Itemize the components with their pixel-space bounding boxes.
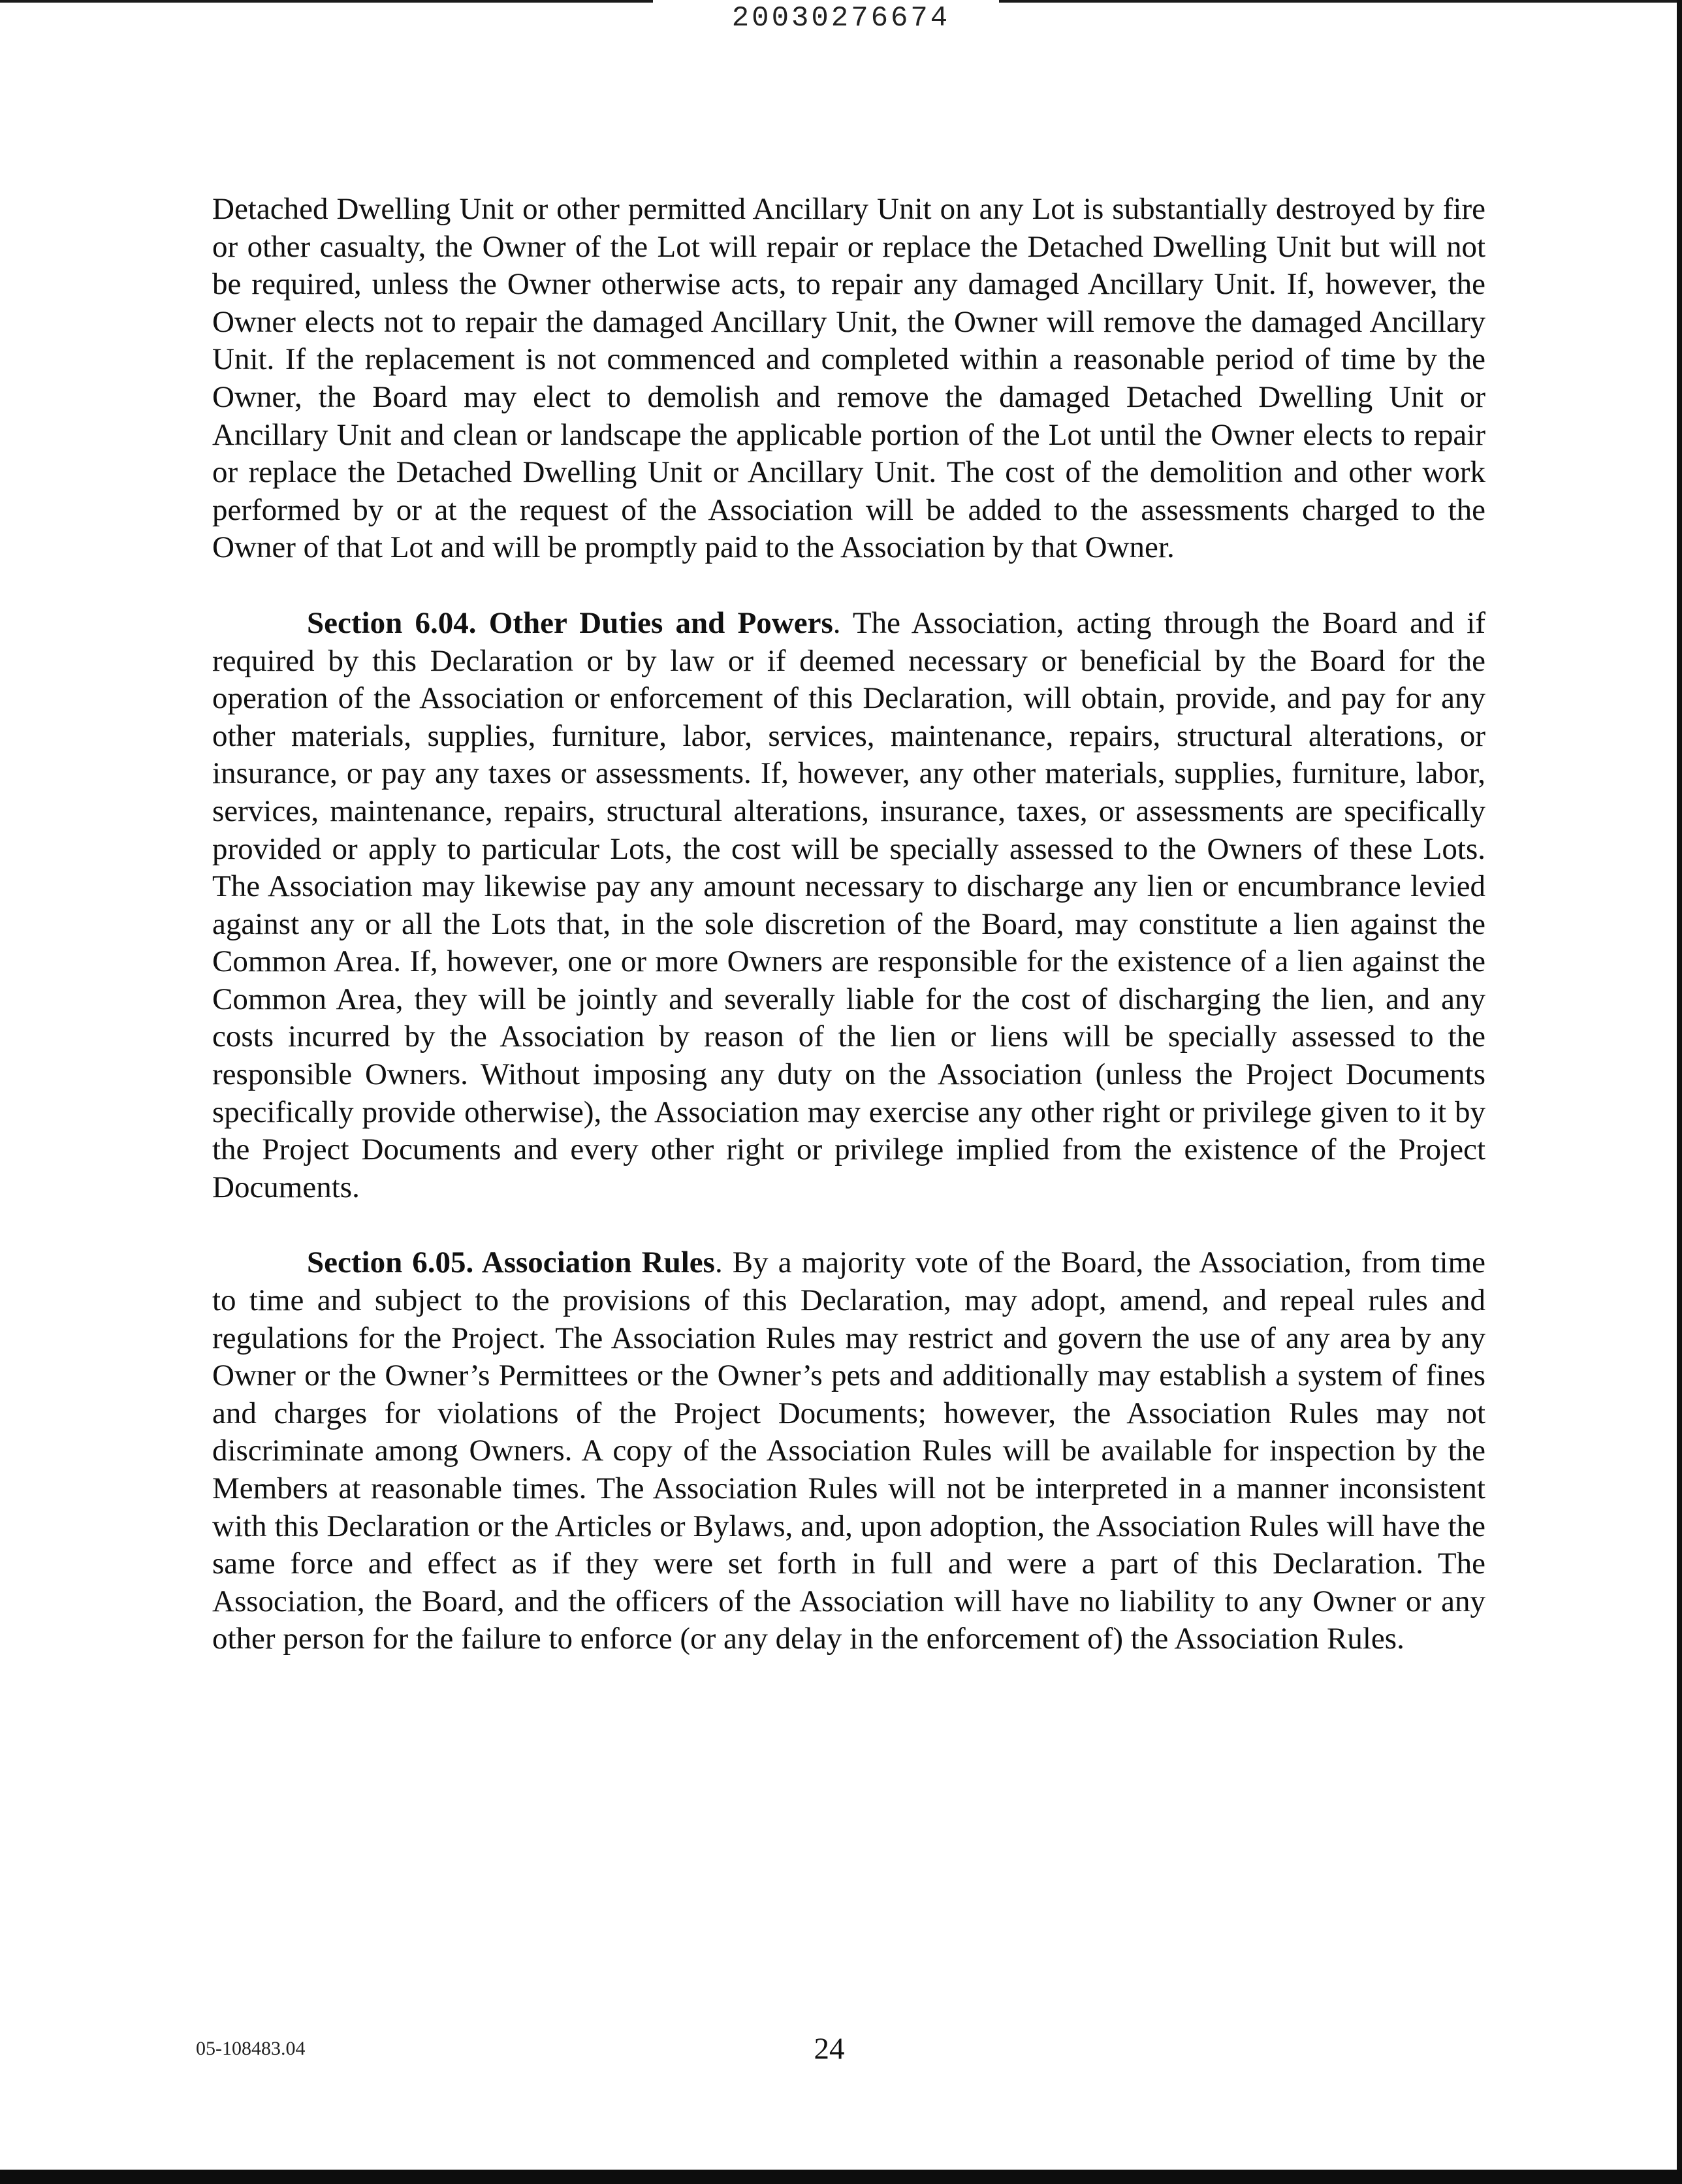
document-number: 20030276674 <box>731 2 951 35</box>
scan-border-bottom <box>0 2170 1682 2184</box>
paragraph-text: . By a majority vote of the Board, the Association, from time to time and subject to the provisions of this Declaration, may adopt, amend, and repeal rules and regulations for the Project. The Association Rules may restrict and govern the use of any area by any Owner or the Owner’s Permittees or the Owner’s pets and additionally may establish a system of fines and charges for violations of the Project Documents; however, the Association Rules may not discriminate among Owners. A copy of the Association Rules will be available for inspection by the Members at reasonable times. The Association Rules will not be interpreted in a manner inconsistent with this Declaration or the Articles or Bylaws, and, upon adoption, the Association Rules will have the same force and effect as if they were set forth in full and were a part of this Declaration. The Association, the Board, and the officers of the Association will have no liability to any Owner or any other person for the failure to enforce (or any delay in the enforcement of) the Association Rules. <box>212 1245 1485 1656</box>
section-heading: Section 6.05. Association Rules <box>307 1245 715 1280</box>
footer-doc-code: 05-108483.04 <box>196 2038 306 2059</box>
section-6-04-paragraph <box>212 605 1485 1207</box>
scan-border-right <box>1677 0 1682 2184</box>
paragraph-text: Detached Dwelling Unit or other permitted Ancillary Unit on any Lot is substantially destroyed by fire or other casualty, the Owner of the Lot will repair or replace the Detached Dwelling Unit but will not be required, unless the Owner otherwise acts, to repair any damaged Ancillary Unit. If, however, the Owner elects not to repair the damaged Ancillary Unit, the Owner will remove the damaged Ancillary Unit. If the replacement is not commenced and completed within a reasonable period of time by the Owner, the Board may elect to demolish and remove the damaged Detached Dwelling Unit or Ancillary Unit and clean or landscape the applicable portion of the Lot until the Owner elects to repair or replace the Detached Dwelling Unit or Ancillary Unit. The cost of the demolition and other work performed by or at the request of the Association will be added to the assessments charged to the Owner of that Lot and will be promptly paid to the Association by that Owner. <box>212 192 1485 565</box>
paragraph-text: . The Association, acting through the Board and if required by this Declaration or by law or if deemed necessary or beneficial by the Board for the operation of the Association or enforcement of this Declaration, will obtain, provide, and pay for any other materials, supplies, furniture, labor, services, maintenance, repairs, structural alterations, or insurance, or pay any taxes or assessments. If, however, any other materials, supplies, furniture, labor, services, maintenance, repairs, structural alterations, insurance, taxes, or assessments are specifically provided or apply to particular Lots, the cost will be specially assessed to the Owners of these Lots. The Association may likewise pay any amount necessary to discharge any lien or encumbrance levied against any or all the Lots that, in the sole discretion of the Board, may constitute a lien against the Common Area. If, however, one or more Owners are responsible for the existence of a lien against the Common Area, they will be jointly and severally liable for the cost of discharging the lien, and any costs incurred by the Association by reason of the lien or liens will be specially assessed to the responsible Owners. Without imposing any duty on the Association (unless the Project Documents specifically provide otherwise), the Association may exercise any other right or privilege given to it by the Project Documents and every other right or privilege implied from the existence of the Project Documents. <box>212 605 1485 1204</box>
page-number: 24 <box>814 2032 845 2066</box>
paragraph-continuation <box>212 191 1485 567</box>
section-heading: Section 6.04. Other Duties and Powers <box>307 605 833 640</box>
document-body <box>212 191 1485 1658</box>
section-6-05-paragraph <box>212 1244 1485 1658</box>
